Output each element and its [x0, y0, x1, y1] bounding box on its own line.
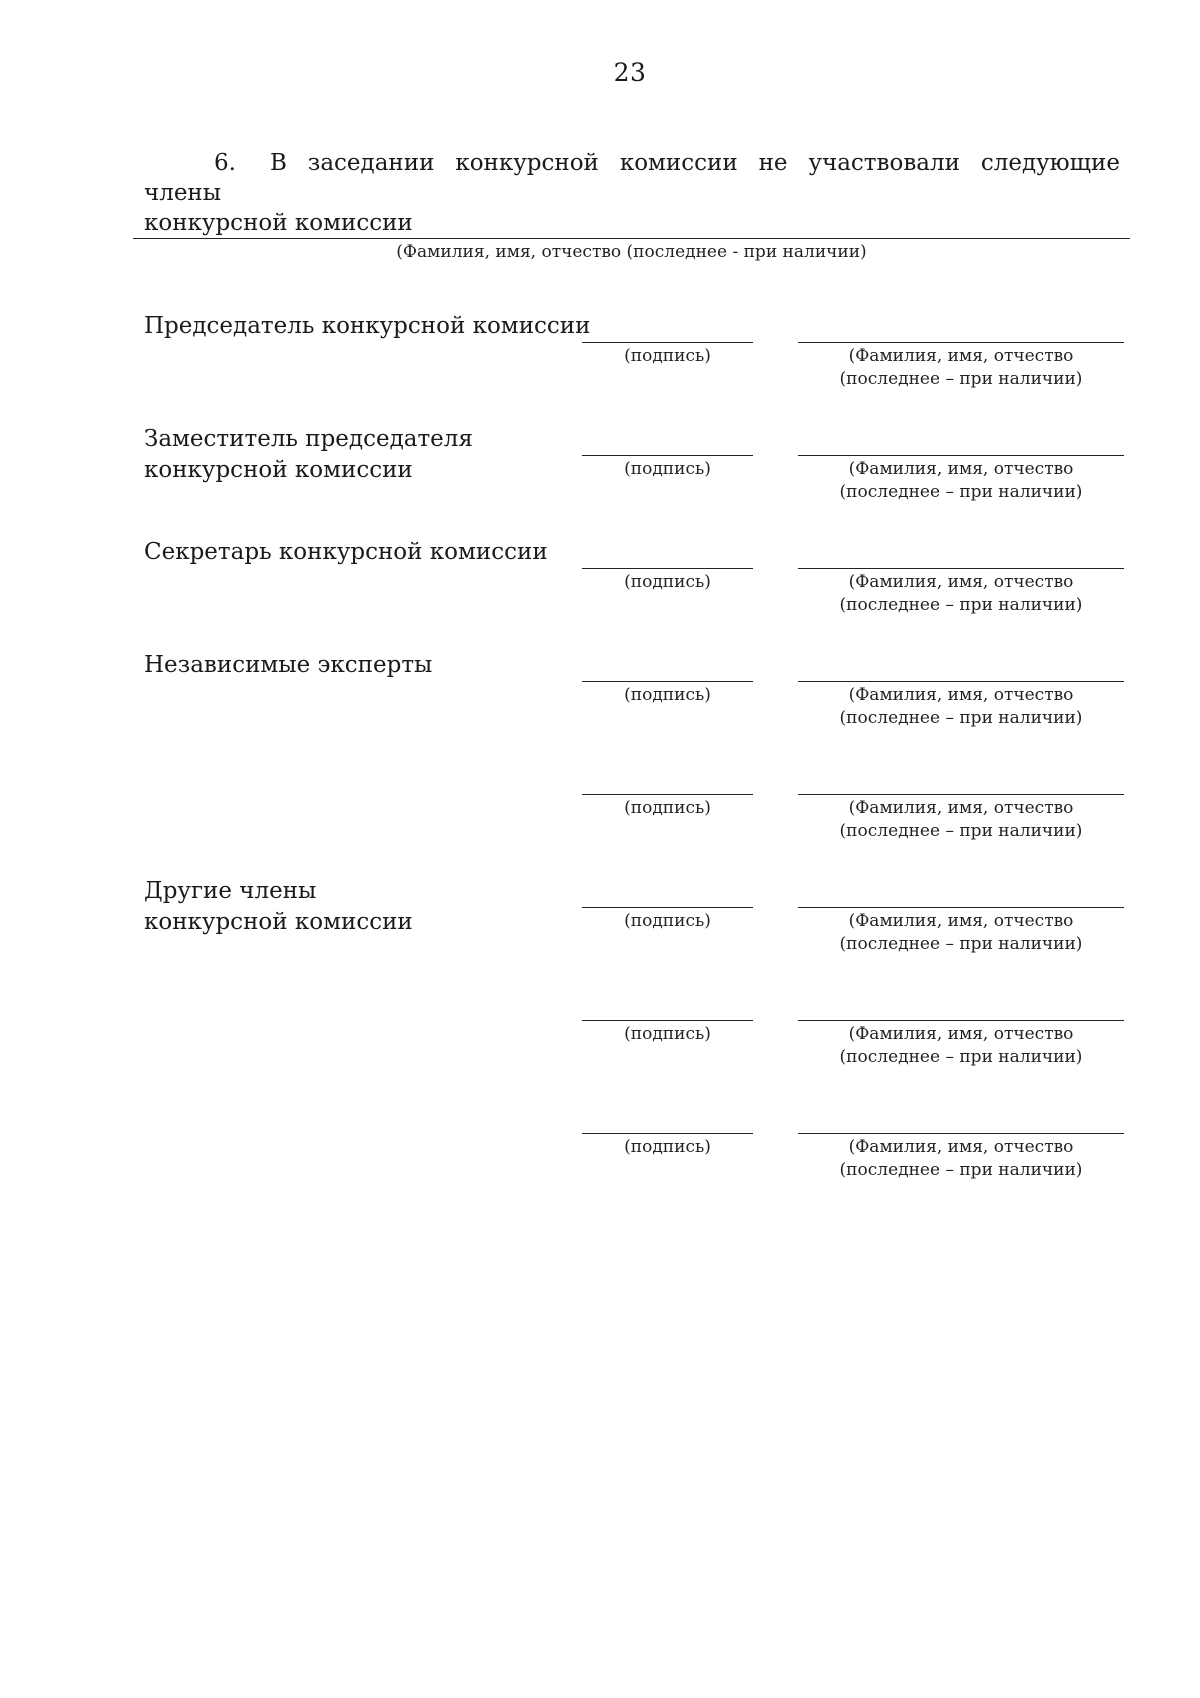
- name-caption-line-2: (последнее – при наличии): [839, 595, 1083, 615]
- role-other-members: Другие члены конкурсной комиссии: [144, 878, 413, 935]
- paragraph-number: 6.: [214, 150, 236, 176]
- name-caption: [798, 571, 1124, 617]
- name-line: [798, 1133, 1124, 1134]
- signature-line: [582, 1020, 753, 1021]
- name-caption-line-2: (последнее – при наличии): [839, 708, 1083, 728]
- signature-line: [582, 455, 753, 456]
- signature-caption: (подпись): [624, 685, 711, 705]
- role-chairman: Председатель конкурсной комиссии: [144, 313, 591, 339]
- name-caption-line-1: (Фамилия, имя, отчество: [848, 572, 1074, 592]
- name-line: [798, 342, 1124, 343]
- name-caption-line-2: (последнее – при наличии): [839, 934, 1083, 954]
- name-caption-line-1: (Фамилия, имя, отчество: [848, 911, 1074, 931]
- name-caption: [798, 1023, 1124, 1069]
- name-line: [798, 1020, 1124, 1021]
- name-caption-line-2: (последнее – при наличии): [839, 482, 1083, 502]
- name-caption: [798, 1136, 1124, 1182]
- absent-members-caption: (Фамилия, имя, отчество (последнее - при наличии): [396, 242, 867, 262]
- signature-caption: (подпись): [624, 1137, 711, 1157]
- name-line: [798, 568, 1124, 569]
- name-caption-line-1: (Фамилия, имя, отчество: [848, 798, 1074, 818]
- name-line: [798, 907, 1124, 908]
- signature-line: [582, 568, 753, 569]
- signature-caption: (подпись): [624, 1024, 711, 1044]
- name-caption: [798, 797, 1124, 843]
- page-number: 23: [613, 58, 647, 87]
- role-secretary: Секретарь конкурсной комиссии: [144, 539, 548, 565]
- name-caption-line-1: (Фамилия, имя, отчество: [848, 1024, 1074, 1044]
- signature-line: [582, 681, 753, 682]
- name-caption-line-1: (Фамилия, имя, отчество: [848, 1137, 1074, 1157]
- name-caption: [798, 910, 1124, 956]
- signature-line: [582, 907, 753, 908]
- name-caption-line-1: (Фамилия, имя, отчество: [848, 459, 1074, 479]
- signature-caption: (подпись): [624, 911, 711, 931]
- name-caption: [798, 684, 1124, 730]
- signature-caption: (подпись): [624, 346, 711, 366]
- absent-members-line: [133, 238, 1130, 239]
- signature-line: [582, 1133, 753, 1134]
- signature-caption: (подпись): [624, 798, 711, 818]
- signature-line: [582, 342, 753, 343]
- signature-line: [582, 794, 753, 795]
- name-caption-line-2: (последнее – при наличии): [839, 369, 1083, 389]
- name-line: [798, 794, 1124, 795]
- name-caption-line-2: (последнее – при наличии): [839, 1047, 1083, 1067]
- name-caption: [798, 458, 1124, 504]
- name-caption-line-2: (последнее – при наличии): [839, 1160, 1083, 1180]
- signature-caption: (подпись): [624, 572, 711, 592]
- name-caption-line-1: (Фамилия, имя, отчество: [848, 346, 1074, 366]
- role-deputy-chairman: Заместитель председателя конкурсной комиссии: [144, 426, 473, 483]
- name-line: [798, 455, 1124, 456]
- name-line: [798, 681, 1124, 682]
- signature-caption: (подпись): [624, 459, 711, 479]
- role-independent-experts: Независимые эксперты: [144, 652, 433, 678]
- name-caption: [798, 345, 1124, 391]
- paragraph-line-1: В заседании конкурсной комиссии не участвовали следующие члены: [144, 150, 1120, 206]
- paragraph-6: [144, 148, 1120, 238]
- name-caption-line-1: (Фамилия, имя, отчество: [848, 685, 1074, 705]
- name-caption-line-2: (последнее – при наличии): [839, 821, 1083, 841]
- paragraph-line-2: конкурсной комиссии: [144, 210, 413, 236]
